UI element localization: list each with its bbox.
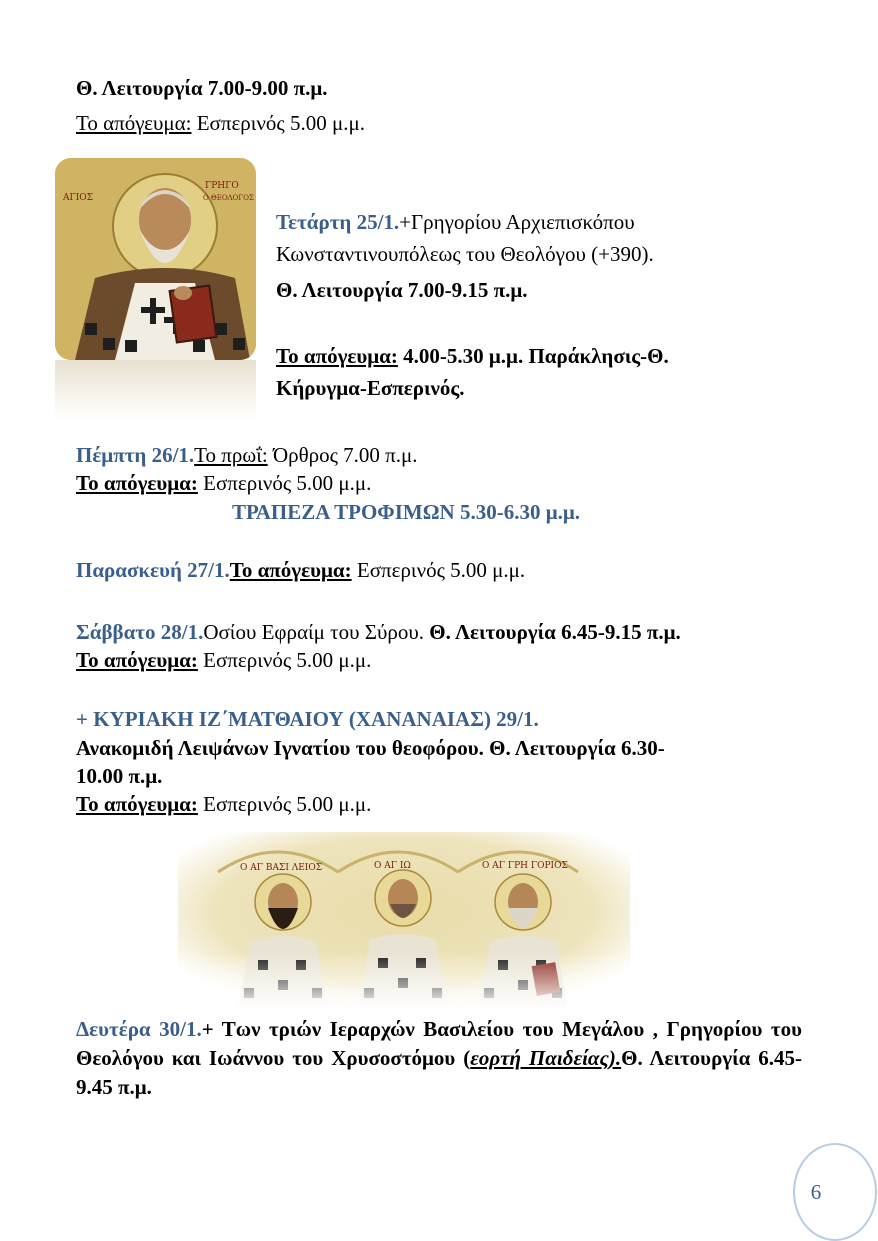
page-number: 6 bbox=[810, 1180, 822, 1204]
hierarch-label-3: Ο ΑΓ ΓΡΗ ΓΟΡΙΟΣ bbox=[482, 861, 568, 871]
friday-afternoon-text: Εσπερινός 5.00 μ.μ. bbox=[351, 558, 526, 582]
hierarch-label-2: Ο ΑΓ ΙΩ bbox=[374, 861, 411, 871]
icon-reflection bbox=[55, 360, 256, 420]
thursday-morning-text: Όρθρος 7.00 π.μ. bbox=[267, 443, 418, 467]
hierarch-label-1: Ο ΑΓ ΒΑΣΙ ΛΕΙΟΣ bbox=[240, 863, 323, 873]
wednesday-afternoon bbox=[276, 344, 669, 369]
saturday-afternoon-label: Το απόγευμα: bbox=[76, 648, 198, 672]
liturgy-line-top: Θ. Λειτουργία 7.00-9.00 π.μ. bbox=[76, 76, 328, 100]
wednesday-liturgy: Θ. Λειτουργία 7.00-9.15 π.μ. bbox=[276, 278, 528, 302]
icon-right-inscription-2: Ο ΘΕΟΛΟΓΟΣ bbox=[203, 194, 254, 202]
friday-afternoon-label: Το απόγευμα: bbox=[229, 558, 352, 582]
saturday-afternoon-text: Εσπερινός 5.00 μ.μ. bbox=[197, 648, 372, 672]
afternoon-text: Εσπερινός 5.00 μ.μ. bbox=[191, 111, 366, 135]
friday-line bbox=[76, 558, 525, 583]
saturday-line-1 bbox=[76, 620, 681, 645]
thursday-day: Πέμπτη 26/1. bbox=[76, 443, 195, 467]
wednesday-text-1: +Γρηγορίου Αρχιεπισκόπου bbox=[399, 210, 635, 234]
three-hierarchs-image bbox=[178, 832, 630, 1010]
saturday-liturgy: Θ. Λειτουργία 6.45-9.15 π.μ. bbox=[429, 620, 681, 644]
thursday-afternoon-text: Εσπερινός 5.00 μ.μ. bbox=[197, 471, 372, 495]
thursday-line-1 bbox=[76, 443, 418, 468]
thursday-afternoon-label: Το απόγευμα: bbox=[76, 471, 198, 495]
icon-saint-gregory bbox=[55, 158, 256, 360]
monday-liturgy: Θ. Λειτουργία 6.45-9.45 π.μ. bbox=[76, 1046, 802, 1099]
afternoon-line-top bbox=[76, 111, 365, 136]
monday-feast: εορτή Παιδείας). bbox=[470, 1046, 622, 1070]
wednesday-line-1 bbox=[276, 210, 635, 235]
thursday-morning-label: Το πρωΐ: bbox=[194, 443, 268, 467]
saint-gregory-image bbox=[55, 158, 256, 360]
sunday-line-3 bbox=[76, 792, 371, 817]
monday-paragraph bbox=[76, 1015, 802, 1102]
friday-day: Παρασκευή 27/1. bbox=[76, 558, 230, 582]
monday-text: + Των τριών Ιεραρχών Βασιλείου του Μεγάλου , Γρηγορίου του Θεολόγου και Ιωάννου του Χρυσοστόμου ( bbox=[76, 1017, 802, 1070]
icon-three-hierarchs bbox=[178, 832, 630, 1010]
icon-left-inscription: ΑΓΙΟΣ bbox=[63, 193, 94, 203]
wednesday-day: Τετάρτη 25/1. bbox=[276, 210, 400, 234]
food-bank-line: ΤΡΑΠΕΖΑ ΤΡΟΦΙΜΩΝ 5.30-6.30 μ.μ. bbox=[232, 500, 580, 524]
saturday-saint: Οσίου Εφραίμ του Σύρου. bbox=[203, 620, 430, 644]
sunday-afternoon-text: Εσπερινός 5.00 μ.μ. bbox=[197, 792, 372, 816]
monday-day: Δευτέρα 30/1. bbox=[76, 1017, 202, 1041]
sunday-line-2: 10.00 π.μ. bbox=[76, 764, 163, 788]
icon-right-inscription-1: ΓΡΗΓΟ bbox=[205, 181, 239, 191]
sunday-afternoon-label: Το απόγευμα: bbox=[76, 792, 198, 816]
saturday-day: Σάββατο 28/1. bbox=[76, 620, 204, 644]
wednesday-afternoon-text-1: 4.00-5.30 μ.μ. Παράκλησις-Θ. bbox=[397, 344, 669, 368]
thursday-line-2 bbox=[76, 471, 371, 496]
sunday-heading: + ΚΥΡΙΑΚΗ ΙΖ΄ΜΑΤΘΑΙΟΥ (ΧΑΝΑΝΑΙΑΣ) 29/1. bbox=[76, 707, 539, 731]
wednesday-afternoon-label: Το απόγευμα: bbox=[276, 344, 398, 368]
wednesday-line-2: Κωνσταντινουπόλεως του Θεολόγου (+390). bbox=[276, 242, 654, 266]
wednesday-afternoon-2: Κήρυγμα-Εσπερινός. bbox=[276, 376, 465, 400]
afternoon-label: Το απόγευμα: bbox=[76, 111, 192, 135]
sunday-line-1: Ανακομιδή Λειψάνων Ιγνατίου του θεοφόρου. Θ. Λειτουργία 6.30- bbox=[76, 736, 665, 760]
saturday-line-2 bbox=[76, 648, 371, 673]
